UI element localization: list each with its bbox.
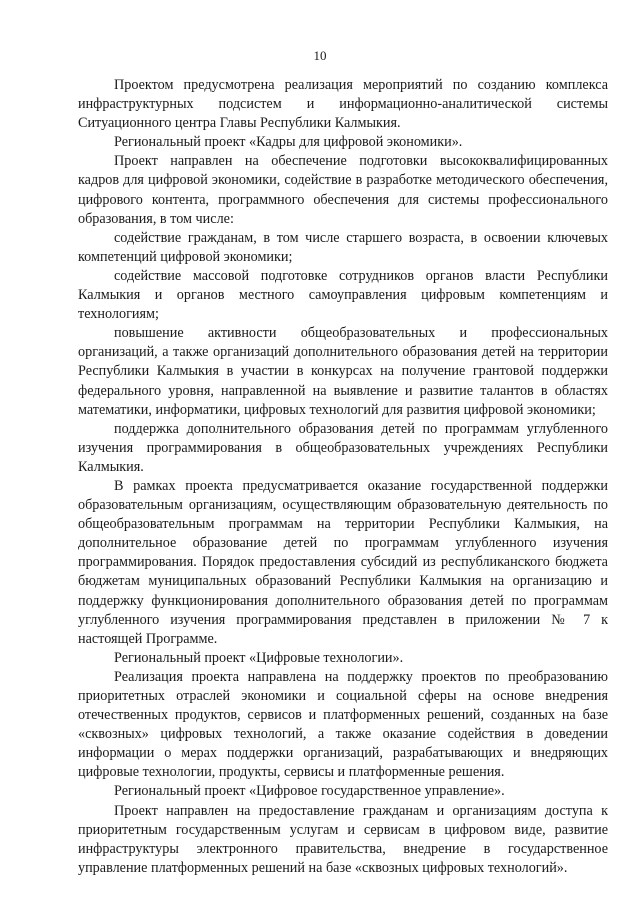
document-body	[78, 76, 608, 878]
paragraph-situation-center: Проектом предусмотрена реализация мероприятий по созданию комплекса инфраструктурных подсистем и информационно-аналитической системы Ситуационного центра Главы Республики Калмыкия.	[78, 77, 608, 132]
heading-digital-economy-personnel: Региональный проект «Кадры для цифровой экономики».	[114, 134, 463, 151]
page-number: 10	[313, 48, 327, 63]
paragraph-digital-technologies: Реализация проекта направлена на поддержку проектов по преобразованию приоритетных отраслей экономики и социальной сферы на основе внедрения отечественных продуктов, сервисов и платформенных решений, созданных на базе «сквозных» цифровых технологий, а также оказание содействия в доведении информации о мерах поддержки организаций, разрабатывающих и внедряющих цифровые технологии, продукты, сервисы и платформенные решения.	[78, 668, 608, 781]
paragraph-personnel-training: Проект направлен на обеспечение подготовки высококвалифицированных кадров для цифровой экономики, содействие в разработке методического обеспечения, цифрового контента, программного обеспечения для системы профессионального образования, в том числе:	[78, 153, 608, 227]
list-item-officials-training: содействие массовой подготовке сотрудников органов власти Республики Калмыкия и органов местного самоуправления цифровым компетенциям и технологиям;	[78, 267, 608, 323]
paragraph-state-support: В рамках проекта предусматривается оказание государственной поддержки образовательным организациям, осуществляющим образовательную деятельность по общеобразовательным программам на территории Республики Калмыкия, на дополнительное образование детей по программам углубленного изучения программирования. Порядок предоставления субсидий из республиканского бюджета бюджетам муниципальных образований Республики Калмыкия на организацию и поддержку функционирования дополнительного образования детей по программам углубленного изучения программирования представлен в приложении № 7 к настоящей Программе.	[78, 477, 608, 647]
heading-digital-technologies: Региональный проект «Цифровые технологии».	[114, 649, 404, 666]
heading-digital-public-administration: Региональный проект «Цифровое государственное управление».	[114, 783, 505, 800]
list-item-citizens-competencies: содействие гражданам, в том числе старшего возраста, в освоении ключевых компетенций цифровой экономики;	[78, 229, 608, 265]
list-item-organizations-activity: повышение активности общеобразовательных и профессиональных организаций, а также организаций дополнительного образования детей на территории Республики Калмыкия в участии в конкурсах на получение грантовой поддержки федерального уровня, направленной на выявление и развитие талантов в областях математики, информатики, цифровых технологий для развития цифровой экономики;	[78, 325, 608, 418]
paragraph-digital-public-administration: Проект направлен на предоставление гражданам и организациям доступа к приоритетным государственным услугам и сервисам в цифровом виде, развитие инфраструктуры электронного правительства, внедрение в государственное управление платформенных решений на базе «сквозных цифровых технологий».	[78, 802, 608, 876]
list-item-programming-education: поддержка дополнительного образования детей по программам углубленного изучения программирования в общеобразовательных учреждениях Республики Калмыкия.	[78, 420, 608, 475]
